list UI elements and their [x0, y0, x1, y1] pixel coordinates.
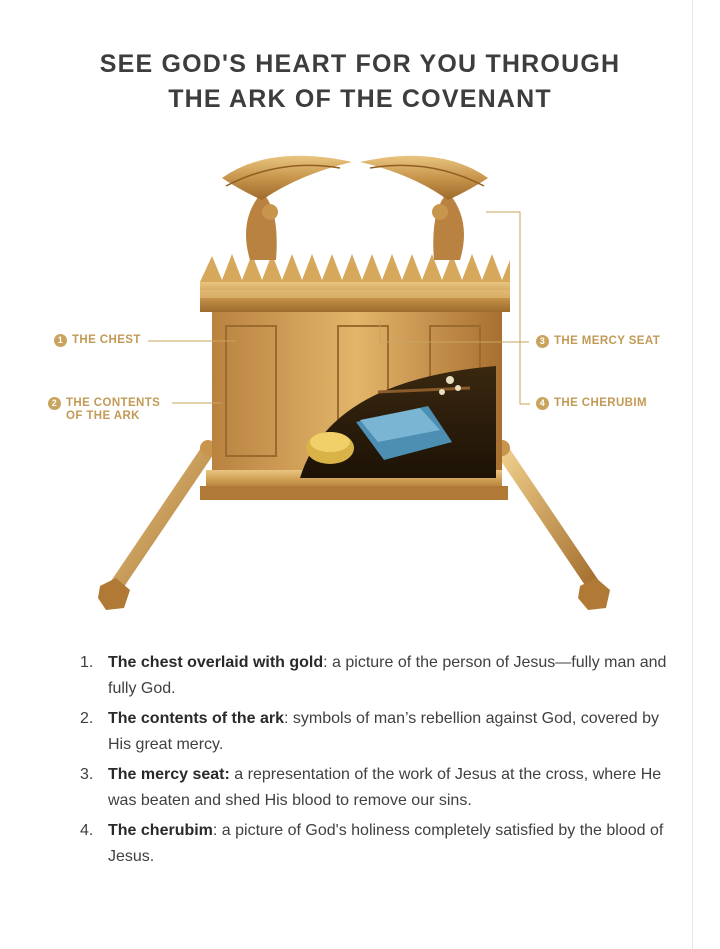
- callout-contents: [48, 397, 160, 423]
- list-term: The mercy seat:: [108, 766, 230, 783]
- list-separator: :: [212, 822, 218, 839]
- list-separator: :: [323, 654, 328, 671]
- callout-label: THE MERCY SEAT: [554, 335, 661, 347]
- list-number: 2.: [80, 710, 94, 727]
- explanation-list: [80, 650, 680, 874]
- callout-mercy-seat: [536, 335, 660, 348]
- list-term: The contents of the ark: [108, 710, 285, 727]
- list-number: 4.: [80, 822, 94, 839]
- callout-number: 4: [536, 397, 549, 410]
- list-description: symbols of man’s rebellion against God, covered by His great mercy.: [108, 710, 660, 753]
- list-term: The chest overlaid with gold: [108, 654, 324, 671]
- callout-label: THE CHEST: [72, 334, 141, 346]
- list-separator: :: [284, 710, 289, 727]
- callout-number: 3: [536, 335, 549, 348]
- callout-number: 1: [54, 334, 67, 347]
- callout-cherubim: [536, 397, 647, 410]
- list-description: a picture of the person of Jesus—fully man and fully God.: [108, 654, 667, 697]
- list-item: [80, 762, 680, 814]
- callout-label: THE CHERUBIM: [554, 397, 647, 409]
- mercy-seat-lid: [200, 254, 510, 312]
- list-description: a picture of God's holiness completely satisfied by the blood of Jesus.: [108, 822, 664, 865]
- title-line-1: SEE GOD'S HEART FOR YOU THROUGH: [99, 49, 621, 78]
- list-item: [80, 818, 680, 870]
- list-item: [80, 706, 680, 758]
- page-title: [0, 47, 720, 117]
- list-number: 1.: [80, 654, 94, 671]
- callout-number: 2: [48, 397, 61, 410]
- callout-label: OF THE ARK: [66, 410, 140, 422]
- ark-illustration: [0, 130, 720, 630]
- cherubim-figures: [222, 156, 488, 260]
- list-term: The cherubim: [108, 822, 213, 839]
- list-description: a representation of the work of Jesus at the cross, where He was beaten and shed His blood to remove our sins.: [108, 766, 662, 809]
- list-number: 3.: [80, 766, 94, 783]
- callout-chest: [54, 334, 141, 347]
- callout-label: THE CONTENTS: [66, 397, 161, 409]
- title-line-2: THE ARK OF THE COVENANT: [168, 84, 552, 113]
- list-item: [80, 650, 680, 702]
